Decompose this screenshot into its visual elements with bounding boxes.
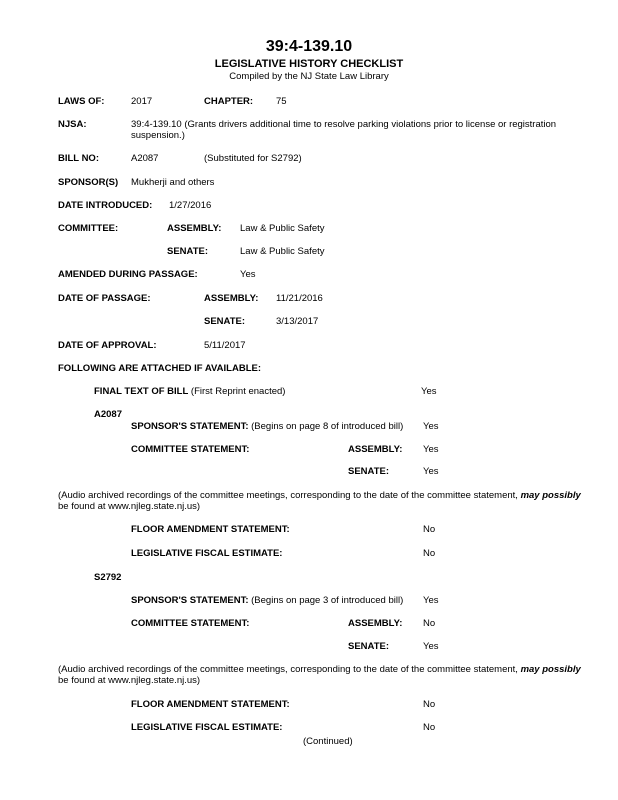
- bill-s-senate-label: SENATE:: [348, 641, 389, 652]
- bill-a-assembly-label: ASSEMBLY:: [348, 444, 403, 455]
- bill-s-sponsor-stmt-value: Yes: [423, 595, 439, 606]
- bill-a-sponsor-stmt-note: (Begins on page 8 of introduced bill): [248, 421, 404, 432]
- final-text-value: Yes: [421, 386, 437, 397]
- bill-s-committee-stmt-label: COMMITTEE STATEMENT:: [131, 618, 250, 629]
- committee-senate-label: SENATE:: [167, 246, 208, 257]
- final-text-row: [94, 386, 285, 398]
- bill-a-sponsor-stmt-label: SPONSOR'S STATEMENT:: [131, 421, 249, 432]
- date-of-approval-label: DATE OF APPROVAL:: [58, 340, 157, 351]
- bill-no-label: BILL NO:: [58, 153, 99, 164]
- njsa-value-line1: 39:4-139.10 (Grants drivers additional time to resolve parking violations prior to license or registration: [131, 119, 557, 130]
- bill-a-audio-note-emphasis: may possibly: [520, 490, 581, 501]
- bill-s-id: S2792: [94, 572, 122, 583]
- bill-s-floor-value: No: [423, 699, 436, 710]
- bill-no-value: A2087: [131, 153, 159, 164]
- bill-s-audio-note-text: (Audio archived recordings of the committee meetings, corresponding to the date of the committee statement,: [58, 664, 521, 675]
- bill-a-audio-note-text: (Audio archived recordings of the committee meetings, corresponding to the date of the committee statement,: [58, 490, 521, 501]
- attached-heading: FOLLOWING ARE ATTACHED IF AVAILABLE:: [58, 363, 261, 374]
- bill-a-fiscal-value: No: [423, 548, 436, 559]
- final-text-note: (First Reprint enacted): [188, 386, 286, 397]
- chapter-label: CHAPTER:: [204, 96, 254, 107]
- passage-assembly-value: 11/21/2016: [276, 293, 323, 304]
- continued-note: (Continued): [303, 736, 353, 747]
- bill-s-assembly-value: No: [423, 618, 436, 629]
- date-of-passage-label: DATE OF PASSAGE:: [58, 293, 151, 304]
- bill-a-audio-note-line2: be found at www.njleg.state.nj.us): [58, 501, 201, 512]
- njsa-value-line2: suspension.): [131, 130, 185, 141]
- chapter-value: 75: [276, 96, 287, 107]
- bill-a-floor-value: No: [423, 524, 436, 535]
- bill-s-audio-note-emphasis: may possibly: [520, 664, 581, 675]
- checklist-title: LEGISLATIVE HISTORY CHECKLIST: [214, 58, 404, 70]
- bill-s-fiscal-label: LEGISLATIVE FISCAL ESTIMATE:: [131, 722, 283, 733]
- bill-s-sponsor-statement: [131, 595, 403, 607]
- bill-a-floor-label: FLOOR AMENDMENT STATEMENT:: [131, 524, 290, 535]
- final-text-label: FINAL TEXT OF BILL: [94, 386, 189, 397]
- bill-s-audio-note-line2: be found at www.njleg.state.nj.us): [58, 675, 201, 686]
- citation-title: 39:4-139.10: [265, 38, 353, 55]
- laws-of-label: LAWS OF:: [58, 96, 105, 107]
- bill-s-assembly-label: ASSEMBLY:: [348, 618, 403, 629]
- bill-s-floor-label: FLOOR AMENDMENT STATEMENT:: [131, 699, 290, 710]
- committee-senate-value: Law & Public Safety: [240, 246, 325, 257]
- bill-a-id: A2087: [94, 409, 122, 420]
- passage-assembly-label: ASSEMBLY:: [204, 293, 259, 304]
- committee-assembly-label: ASSEMBLY:: [167, 223, 222, 234]
- laws-of-value: 2017: [131, 96, 153, 107]
- bill-s-fiscal-value: No: [423, 722, 436, 733]
- bill-a-senate-label: SENATE:: [348, 466, 389, 477]
- bill-s-senate-value: Yes: [423, 641, 439, 652]
- bill-s-sponsor-stmt-label: SPONSOR'S STATEMENT:: [131, 595, 249, 606]
- amended-value: Yes: [240, 269, 256, 280]
- bill-no-note: (Substituted for S2792): [204, 153, 302, 164]
- bill-a-sponsor-statement: [131, 421, 403, 433]
- amended-label: AMENDED DURING PASSAGE:: [58, 269, 198, 280]
- bill-a-fiscal-label: LEGISLATIVE FISCAL ESTIMATE:: [131, 548, 283, 559]
- bill-a-assembly-value: Yes: [423, 444, 439, 455]
- bill-a-sponsor-stmt-value: Yes: [423, 421, 439, 432]
- compiled-by: Compiled by the NJ State Law Library: [229, 71, 389, 82]
- bill-a-senate-value: Yes: [423, 466, 439, 477]
- sponsors-label: SPONSOR(S): [58, 177, 119, 188]
- date-of-approval-value: 5/11/2017: [204, 340, 246, 351]
- sponsors-value: Mukherji and others: [131, 177, 215, 188]
- date-introduced-value: 1/27/2016: [169, 200, 212, 211]
- bill-a-committee-stmt-label: COMMITTEE STATEMENT:: [131, 444, 250, 455]
- committee-label: COMMITTEE:: [58, 223, 119, 234]
- passage-senate-value: 3/13/2017: [276, 316, 319, 327]
- date-introduced-label: DATE INTRODUCED:: [58, 200, 153, 211]
- njsa-label: NJSA:: [58, 119, 87, 130]
- bill-s-sponsor-stmt-note: (Begins on page 3 of introduced bill): [248, 595, 404, 606]
- passage-senate-label: SENATE:: [204, 316, 245, 327]
- committee-assembly-value: Law & Public Safety: [240, 223, 325, 234]
